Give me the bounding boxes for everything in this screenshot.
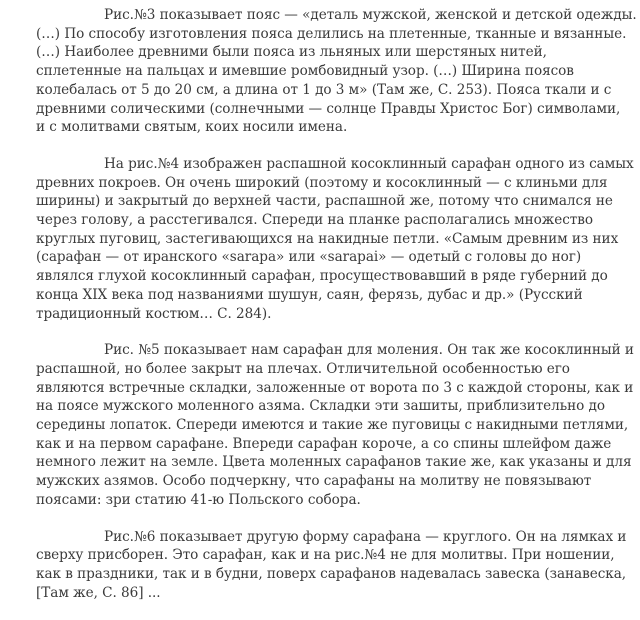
text-line: [Там же, С. 86] ... [36,584,161,601]
text-line: сверху присборен. Это сарафан, как и на рис.№4 не для молитвы. При ношении, [36,547,615,564]
document-page [36,6,637,620]
text-line: ширины) и закрытый до верхней части, распашной же, потому что снимался не [36,193,613,210]
text-line: мужских азямов. Особо подчеркну, что сарафаны на молитву не повязывают [36,473,592,490]
text-line: середины лопаток. Спереди имеются и такие же пуговицы с накидными петлями, [36,417,629,434]
text-line: колебалась от 5 до 20 см, а длина от 1 до 3 м» (Там же, С. 253). Пояса ткали и с [36,81,612,98]
text-line: древних покроев. Он очень широкий (поэтому и косоклинный — с клиньми для [36,174,608,191]
text-line: древними солическими (солнечными — солнце Правды Христос Бог) символами, [36,100,621,117]
paragraph-pic3 [36,6,637,137]
text-line: являются встречные складки, заложенные от ворота по 3 с каждой стороны, как и [36,379,634,396]
text-line: (…) Наиболее древними были пояса из льняных или шерстяных нитей, [36,44,547,61]
paragraph-pic6 [36,528,627,603]
text-line: поясами: зри статию 41-ю Польского собора. [36,491,361,508]
text-line: круглых пуговиц, застегивающихся на накидные петли. «Самым древним из них [36,230,619,247]
text-line: Рис.№6 показывает другую форму сарафана — круглого. Он на лямках и [104,528,627,545]
text-line: Рис. №5 показывает нам сарафан для моления. Он так же косоклинный и [104,342,634,359]
text-line: как и на первом сарафане. Впереди сарафан короче, а со спины шлейфом даже [36,435,612,452]
text-line: Рис.№3 показывает пояс — «деталь мужской, женской и детской одежды. [104,7,637,23]
text-line: немного лежит на земле. Цвета моленных сарафанов такие же, как указаны и для [36,454,632,471]
text-line: (…) По способу изготовления пояса делились на плетенные, тканные и вязанные. [36,25,627,42]
text-line: на поясе мужского моленного азяма. Складки эти зашиты, приблизительно до [36,398,605,415]
text-line: (сарафан — от иранского «sarapa» или «sarapai» — одетый с головы до ног) [36,249,582,266]
text-line: являлся глухой косоклинный сарафан, просуществовавший в ряде губерний до [36,268,608,285]
text-line: распашной, но более закрыт на плечах. Отличительной особенностью его [36,360,570,377]
text-line: через голову, а расстегивался. Спереди на планке располагались множество [36,212,593,229]
text-line: и с молитвами святым, коих носили имена. [36,119,348,136]
text-line: конца XIX века под названиями шушун, саян, ферязь, дубас и др.» (Русский [36,286,583,303]
text-line: как в праздники, так и в будни, поверх сарафанов надевалась завеска (занавеска, [36,565,627,582]
text-line: сплетенные на пальцах и имевшие ромбовидный узор. (…) Ширина поясов [36,63,574,80]
text-line: На рис.№4 изображен распашной косоклинный сарафан одного из самых [104,155,634,172]
paragraph-pic4 [36,155,634,323]
paragraph-pic5 [36,341,634,509]
text-line: традиционный костюм… С. 284). [36,305,272,322]
